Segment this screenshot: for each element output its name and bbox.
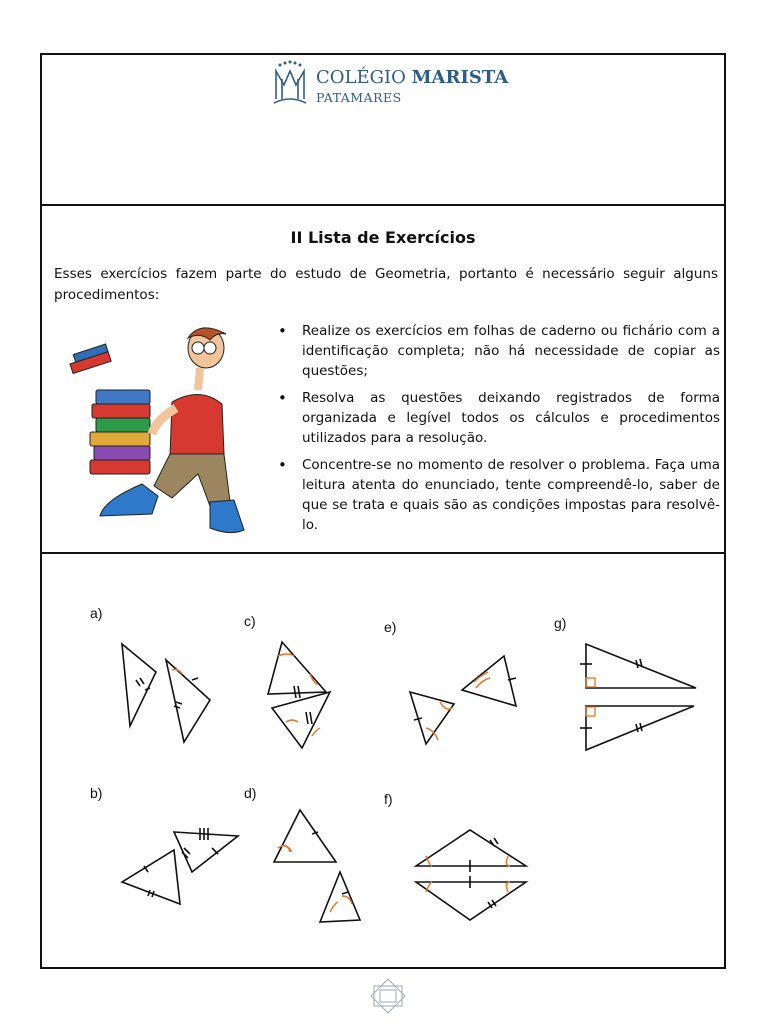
marista-emblem-icon [268,59,312,105]
worksheet-frame [40,53,726,969]
logo-name: COLÉGIO MARISTA [316,67,509,88]
figure-e [410,656,516,744]
instructions-section [42,204,724,554]
figure-label-b: b) [90,785,103,801]
intro-paragraph: Esses exercícios fazem parte do estudo de Geometria, portanto é necessário seguir alguns procedimentos: [54,266,718,303]
logo-campus: PATAMARES [316,90,402,105]
instruction-item: • Realize os exercícios em folhas de caderno ou fichário com a identificação completa; não há necessidade de copiar as questões; [274,321,720,381]
figure-label-f: f) [384,791,393,807]
school-logo [268,59,508,107]
figures-section [42,552,724,969]
congruent-triangles-figures [42,552,724,969]
instructions-list [274,321,720,542]
figure-a [122,644,210,742]
figure-label-a: a) [90,605,103,621]
figure-label-c: c) [244,613,256,629]
figure-label-d: d) [244,785,257,801]
figure-d [274,810,360,922]
figure-label-g: g) [554,615,567,631]
student-carrying-books-illustration [60,324,270,544]
figure-g [580,644,696,750]
footer-ornament-icon [366,978,410,1014]
instruction-item: • Concentre-se no momento de resolver o problema. Faça uma leitura atenta do enunciado, tente compreendê-lo, saber de que se trata e quais são as condições impostas para resolvê-lo. [274,455,720,535]
instruction-item: • Resolva as questões deixando registrados de forma organizada e legível todos os cálculos e procedimentos utilizados para a resolução. [274,388,720,448]
figure-b [122,828,238,904]
figure-c [268,642,330,748]
header-section [42,55,724,206]
figure-f [416,830,526,920]
figure-label-e: e) [384,619,397,635]
page-title: II Lista de Exercícios [290,228,476,247]
